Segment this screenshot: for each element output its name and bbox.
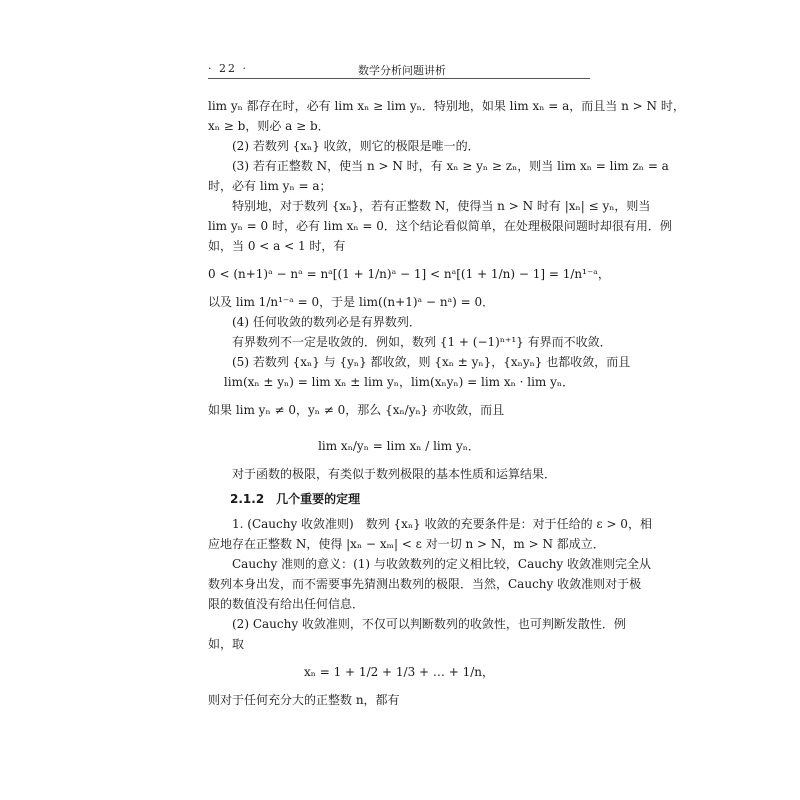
text-line: 如，当 0 < a < 1 时，有 — [208, 239, 346, 253]
text-line: 如，取 — [208, 637, 245, 651]
text-line: 时，必有 lim yₙ = a； — [208, 179, 332, 193]
text-line: (4) 任何收敛的数列必是有界数列． — [232, 315, 421, 329]
text-line: 限的数值没有给出任何信息． — [208, 597, 365, 611]
text-line: xₙ ≥ b，则必 a ≥ b． — [208, 119, 330, 133]
running-header — [208, 62, 590, 79]
display-equation: lim(xₙ ± yₙ) = lim xₙ ± lim yₙ，lim(xₙyₙ) = lim xₙ · lim yₙ． — [223, 375, 575, 389]
text-line: 1. (Cauchy 收敛准则) 数列 {xₙ} 收敛的充要条件是：对于任给的 ε > 0，相 — [232, 517, 652, 531]
text-line: 有界数列不一定是收敛的．例如，数列 {1 + (−1)ⁿ⁺¹} 有界而不收敛． — [232, 335, 612, 349]
text-line: 以及 lim 1/n¹⁻ᵃ = 0，于是 lim((n+1)ᵃ − nᵃ) = 0． — [208, 295, 495, 309]
text-line: (3) 若有正整数 N，使当 n > N 时，有 xₙ ≥ yₙ ≥ zₙ，则当 lim xₙ = lim zₙ = a — [232, 159, 669, 173]
text-line: 则对于任何充分大的正整数 n，都有 — [208, 693, 400, 707]
text-line: 数列本身出发，而不需要事先猜测出数列的极限．当然，Cauchy 收敛准则对于极 — [208, 577, 642, 591]
running-title: 数学分析问题讲析 — [358, 64, 446, 77]
text-line: 如果 lim yₙ ≠ 0，yₙ ≠ 0，那么 {xₙ/yₙ} 亦收敛，而且 — [208, 403, 505, 417]
body-text — [208, 96, 685, 710]
text-line: 应地存在正整数 N，使得 |xₙ − xₘ| < ε 对一切 n > N，m > N 都成立． — [208, 537, 605, 551]
text-line: 特别地，对于数列 {xₙ}，若有正整数 N，使得当 n > N 时有 |xₙ| ≤ yₙ，则当 — [232, 199, 651, 213]
text-line: (5) 若数列 {xₙ} 与 {yₙ} 都收敛，则 {xₙ ± yₙ}，{xₙyₙ} 也都收敛，而且 — [232, 355, 631, 369]
display-equation: lim xₙ/yₙ = lim xₙ / lim yₙ． — [318, 439, 480, 453]
text-line: (2) Cauchy 收敛准则，不仅可以判断数列的收敛性，也可判断发散性．例 — [232, 617, 626, 631]
text-line: Cauchy 准则的意义：(1) 与收敛数列的定义相比较，Cauchy 收敛准则完全从 — [232, 557, 652, 571]
display-equation: xₙ = 1 + 1/2 + 1/3 + … + 1/n， — [303, 665, 495, 679]
section-heading: 2.1.2 几个重要的定理 — [230, 492, 361, 506]
page-number: · 22 · — [208, 62, 248, 75]
text-line: lim yₙ = 0 时，必有 lim xₙ = 0．这个结论看似简单，在处理极限问题时却很有用．例 — [208, 219, 672, 233]
text-line: (2) 若数列 {xₙ} 收敛，则它的极限是唯一的． — [232, 139, 480, 153]
text-line: 对于函数的极限，有类似于数列极限的基本性质和运算结果． — [232, 467, 557, 481]
text-line: lim yₙ 都存在时，必有 lim xₙ ≥ lim yₙ．特别地，如果 lim xₙ = a，而且当 n > N 时， — [208, 99, 685, 113]
display-equation: 0 < (n+1)ᵃ − nᵃ = nᵃ[(1 + 1/n)ᵃ − 1] < nᵃ[(1 + 1/n) − 1] = 1/n¹⁻ᵃ， — [208, 267, 610, 281]
